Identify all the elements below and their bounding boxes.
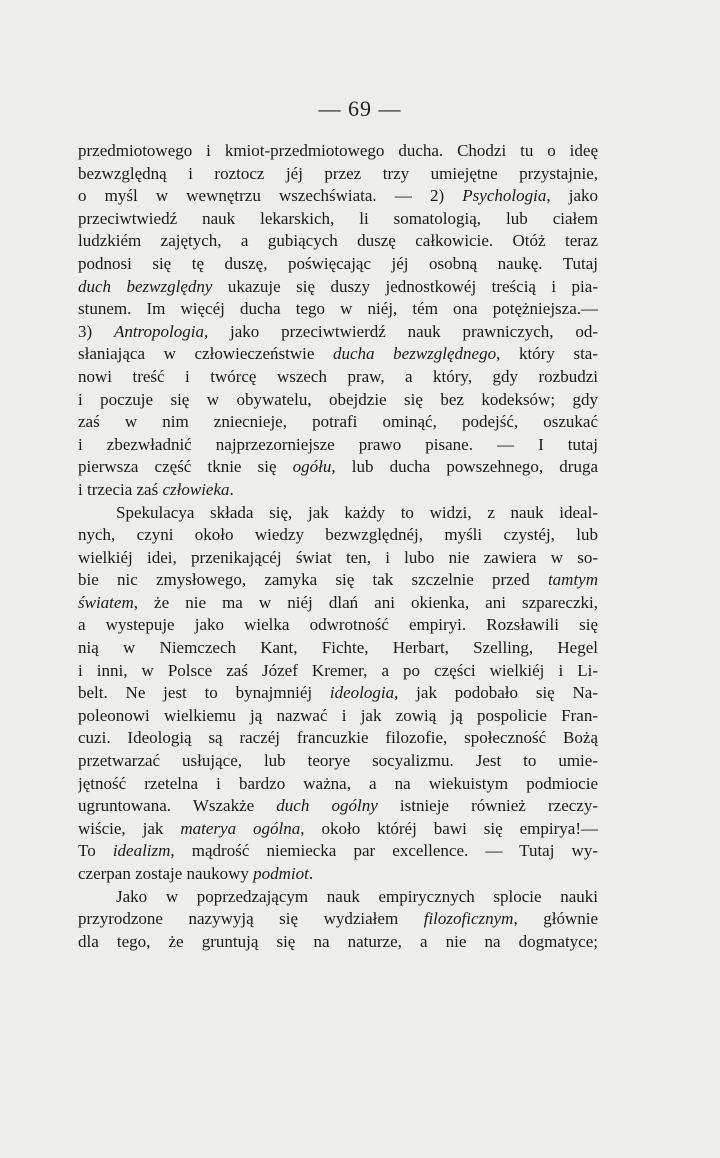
text-run: przyrodzone nazywyją się wydziałem bbox=[78, 909, 424, 929]
text-line bbox=[78, 727, 598, 750]
text-run: Jako w poprzedzającym nauk empirycznych splocie nauki bbox=[116, 886, 598, 906]
text-run: o myśl w wewnętrzu wszechświata. — 2) bbox=[78, 186, 463, 206]
text-run: , mądrość niemiecka par excellence. — Tutaj wy- bbox=[170, 841, 598, 861]
italic-term: podmiot bbox=[253, 864, 309, 883]
text-run: nych, czyni około wiedzy bezwzględnéj, myśli czystéj, lub bbox=[78, 525, 598, 545]
text-line bbox=[78, 931, 598, 954]
text-line bbox=[78, 366, 598, 389]
italic-term: Psychologia bbox=[462, 186, 547, 206]
text-line bbox=[78, 434, 598, 457]
text-run: i trzecia zaś bbox=[78, 479, 163, 499]
text-run: zaś w nim zniecnieje, potrafi ominąć, podejść, oszukać bbox=[78, 412, 598, 432]
text-line bbox=[78, 524, 598, 547]
text-line bbox=[78, 592, 598, 615]
text-run: ugruntowana. Wszakże bbox=[78, 796, 277, 816]
text-line bbox=[78, 479, 598, 502]
text-run: przedmiotowego i kmiot-przedmiotowego ducha. Chodzi tu o ideę bbox=[78, 141, 598, 160]
text-run: Spekulacya składa się, jak każdy to widzi, z nauk ideal- bbox=[116, 502, 598, 522]
text-line bbox=[78, 547, 598, 570]
text-run: pierwsza część tknie się bbox=[78, 457, 293, 477]
text-line bbox=[78, 389, 598, 412]
text-run: , że nie ma w niéj dlań ani okienka, ani szpareczki, bbox=[133, 592, 598, 612]
text-run: przetwarzać usłujące, lub teorye socyalizmu. Jest to umie- bbox=[78, 751, 598, 771]
text-run: poleonowi wielkiemu ją nazwać i jak zowią ją pospolicie Fran- bbox=[78, 705, 598, 725]
text-line bbox=[78, 276, 598, 299]
text-run: 3) bbox=[78, 321, 114, 341]
italic-term: materya ogólna bbox=[180, 818, 301, 838]
text-run: , jako przeciwtwierdź nauk prawniczych, od- bbox=[204, 321, 598, 341]
text-run: To bbox=[78, 841, 113, 861]
text-run: cuzi. Ideologią są raczéj francuzkie filozofie, społeczność Bożą bbox=[78, 728, 598, 748]
text-line bbox=[78, 682, 598, 705]
text-run: wiście, jak bbox=[78, 818, 181, 838]
text-run: , lub ducha powszehnego, druga bbox=[331, 457, 598, 477]
text-line bbox=[78, 773, 598, 796]
text-line bbox=[78, 185, 598, 208]
text-run: a wystepuje jako wielka odwrotność empiryi. Rozsławili się bbox=[78, 615, 598, 635]
text-run: podnosi się tę duszę, poświęcając jéj osobną naukę. Tutaj bbox=[78, 253, 598, 273]
italic-term: idealizm bbox=[112, 841, 171, 861]
text-run: , jak podobało się Na- bbox=[394, 683, 598, 703]
text-run: słaniająca w człowieczeństwie bbox=[78, 344, 333, 364]
text-line bbox=[78, 705, 598, 728]
italic-term: ideologia bbox=[329, 683, 395, 703]
text-run: bezwzględną i roztocz jéj przez trzy umiejętne przystajnie, bbox=[78, 163, 598, 183]
text-line bbox=[78, 253, 598, 276]
text-line bbox=[78, 908, 598, 931]
text-run: i inni, w Polsce zaś Józef Kremer, a po części wielkiéj i Li- bbox=[78, 660, 598, 680]
text-run: jętność rzetelna i bardzo ważna, a na wiekuistym podmiocie bbox=[78, 773, 598, 793]
italic-term: człowieka bbox=[162, 479, 230, 499]
text-run: , jako bbox=[546, 186, 598, 206]
page-number: — 69 — bbox=[318, 96, 402, 121]
text-run: nowi treść i twórcę wszech praw, a który, gdy rozbudzi bbox=[78, 366, 598, 386]
text-run: . bbox=[229, 479, 234, 499]
text-line bbox=[78, 660, 598, 683]
text-line bbox=[78, 208, 598, 231]
text-run: ludzkiém zajętych, a gubiących duszę całkowicie. Otóż teraz bbox=[78, 231, 598, 251]
body-text bbox=[78, 140, 598, 953]
text-run: belt. Ne jest to bynajmniéj bbox=[78, 683, 330, 703]
text-line bbox=[78, 569, 598, 592]
text-line bbox=[78, 637, 598, 660]
text-line bbox=[78, 502, 598, 525]
italic-term: filozoficznym bbox=[423, 909, 514, 929]
text-line bbox=[78, 298, 598, 321]
text-line bbox=[78, 343, 598, 366]
text-run: , głównie bbox=[513, 909, 598, 929]
italic-term: ducha bezwzględnego bbox=[333, 344, 497, 364]
text-line bbox=[78, 818, 598, 841]
text-run: istnieje również rzeczy- bbox=[377, 796, 598, 816]
text-line bbox=[78, 456, 598, 479]
italic-term: ogółu bbox=[292, 457, 332, 477]
text-line bbox=[78, 614, 598, 637]
text-run: stunem. Im więcéj ducha tego w niéj, tém ona potężniejsza.— bbox=[78, 299, 598, 319]
text-run: , około któréj bawi się empirya!— bbox=[300, 818, 598, 838]
text-run: , który sta- bbox=[496, 344, 598, 364]
text-run: i poczuje się w obywatelu, obejdzie się bez kodeksów; gdy bbox=[78, 389, 598, 409]
text-run: wielkiéj idei, przenikającéj świat ten, i lubo nie zawiera w so- bbox=[78, 547, 598, 567]
text-line bbox=[78, 840, 598, 863]
text-run: czerpan zostaje naukowy bbox=[78, 864, 254, 883]
text-line bbox=[78, 321, 598, 344]
italic-term: duch bezwzględny bbox=[78, 276, 213, 296]
text-line bbox=[78, 863, 598, 886]
text-line bbox=[78, 230, 598, 253]
text-run: bie nic zmysłowego, zamyka się tak szczelnie przed bbox=[78, 570, 548, 590]
italic-term: tamtym bbox=[547, 570, 598, 590]
text-run: i zbezwładnić najprzezorniejsze prawo pisane. — I tutaj bbox=[78, 434, 598, 454]
text-line bbox=[78, 140, 598, 163]
italic-term: światem bbox=[78, 592, 134, 612]
text-line bbox=[78, 795, 598, 818]
text-run: . bbox=[308, 864, 314, 883]
text-line bbox=[78, 886, 598, 909]
italic-term: duch ogólny bbox=[276, 796, 378, 816]
text-line bbox=[78, 411, 598, 434]
text-run: dla tego, że gruntują się na naturze, a nie na dogmatyce; bbox=[78, 931, 598, 951]
text-run: nią w Niemczech Kant, Fichte, Herbart, Szelling, Hegel bbox=[78, 638, 598, 658]
italic-term: Antropologia bbox=[113, 321, 204, 341]
text-run: ukazuje się duszy jednostkowéj treścią i pia- bbox=[212, 276, 598, 296]
text-run: przeciwtwiedź nauk lekarskich, li somatologią, lub ciałem bbox=[78, 208, 598, 228]
text-line bbox=[78, 750, 598, 773]
text-line bbox=[78, 163, 598, 186]
